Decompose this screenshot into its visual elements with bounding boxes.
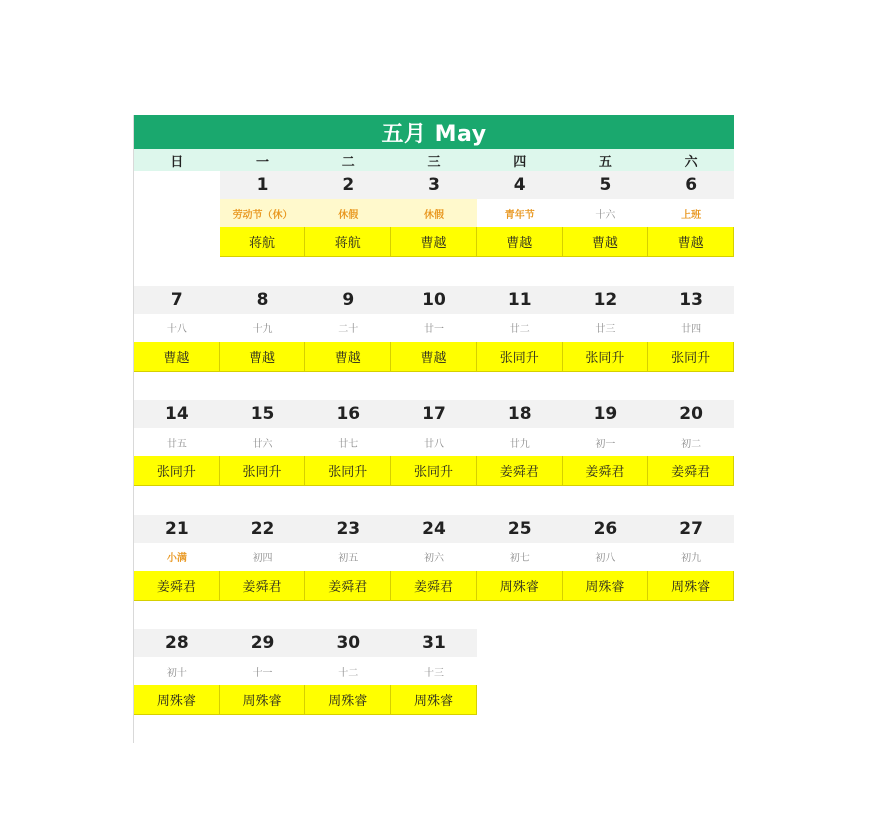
lunar-row: [134, 314, 734, 342]
weekday-header-row: [134, 149, 734, 171]
duty-person[interactable]: 蒋航: [220, 227, 306, 257]
duty-person[interactable]: 姜舜君: [477, 456, 563, 486]
day-number[interactable]: 30: [305, 629, 391, 657]
lunar-date[interactable]: 初十: [134, 657, 220, 685]
empty-cell: [563, 685, 649, 715]
duty-person[interactable]: 曹越: [477, 227, 563, 257]
day-number[interactable]: 24: [391, 515, 477, 543]
lunar-row: [134, 657, 734, 685]
calendar-week: [134, 400, 734, 515]
duty-person[interactable]: 周殊睿: [305, 685, 391, 715]
day-number[interactable]: 14: [134, 400, 220, 428]
lunar-date[interactable]: 初六: [391, 543, 477, 571]
lunar-date[interactable]: 劳动节（休）: [220, 199, 306, 227]
day-number[interactable]: 5: [563, 171, 649, 199]
weekday-label: 一: [256, 154, 270, 170]
calendar-week: [134, 515, 734, 630]
day-number[interactable]: 15: [220, 400, 306, 428]
lunar-date[interactable]: 初一: [563, 428, 649, 456]
lunar-date[interactable]: 十三: [391, 657, 477, 685]
day-number[interactable]: 28: [134, 629, 220, 657]
day-number[interactable]: 3: [391, 171, 477, 199]
empty-cell: [134, 171, 220, 199]
lunar-date[interactable]: 十九: [220, 314, 306, 342]
calendar-weeks: [134, 171, 734, 744]
lunar-date[interactable]: 初二: [648, 428, 734, 456]
lunar-date[interactable]: 廿五: [134, 428, 220, 456]
day-number[interactable]: 18: [477, 400, 563, 428]
duty-row: [134, 342, 734, 372]
day-number[interactable]: 2: [305, 171, 391, 199]
duty-row: [134, 456, 734, 486]
duty-person[interactable]: 曹越: [391, 227, 477, 257]
lunar-date[interactable]: 休假: [391, 199, 477, 227]
day-number[interactable]: 1: [220, 171, 306, 199]
day-number[interactable]: 13: [648, 286, 734, 314]
empty-cell: [134, 227, 220, 257]
calendar-title: 五月 May: [134, 115, 734, 149]
duty-person[interactable]: 张同升: [220, 456, 306, 486]
weekday-label: 四: [513, 154, 527, 170]
date-row: [134, 400, 734, 428]
lunar-row: [134, 199, 734, 227]
empty-cell: [563, 629, 649, 657]
empty-cell: [477, 685, 563, 715]
calendar-week: [134, 286, 734, 401]
day-number[interactable]: 10: [391, 286, 477, 314]
lunar-row: [134, 428, 734, 456]
weekday-label: 二: [341, 154, 355, 170]
day-number[interactable]: 25: [477, 515, 563, 543]
duty-person[interactable]: 姜舜君: [305, 571, 391, 601]
day-number[interactable]: 17: [391, 400, 477, 428]
weekday-label: 六: [684, 154, 698, 170]
lunar-date[interactable]: 十八: [134, 314, 220, 342]
weekday-label: 五: [598, 154, 612, 170]
duty-person[interactable]: 张同升: [391, 456, 477, 486]
duty-person[interactable]: 姜舜君: [563, 456, 649, 486]
duty-person[interactable]: 曹越: [563, 227, 649, 257]
lunar-date[interactable]: 廿八: [391, 428, 477, 456]
lunar-date[interactable]: 廿七: [305, 428, 391, 456]
duty-person[interactable]: 周殊睿: [648, 571, 734, 601]
duty-person[interactable]: 周殊睿: [134, 685, 220, 715]
empty-cell: [563, 657, 649, 685]
duty-person[interactable]: 张同升: [134, 456, 220, 486]
lunar-date[interactable]: 廿六: [220, 428, 306, 456]
day-number[interactable]: 21: [134, 515, 220, 543]
calendar-sheet: [134, 115, 734, 744]
lunar-date[interactable]: 十一: [220, 657, 306, 685]
lunar-date[interactable]: 十二: [305, 657, 391, 685]
lunar-date[interactable]: 初七: [477, 543, 563, 571]
duty-row: [134, 571, 734, 601]
date-row: [134, 171, 734, 199]
duty-person[interactable]: 周殊睿: [563, 571, 649, 601]
day-number[interactable]: 20: [648, 400, 734, 428]
empty-cell: [477, 629, 563, 657]
date-row: [134, 286, 734, 314]
day-number[interactable]: 8: [220, 286, 306, 314]
empty-cell: [134, 199, 220, 227]
duty-person[interactable]: 周殊睿: [477, 571, 563, 601]
duty-person[interactable]: 姜舜君: [134, 571, 220, 601]
weekday-label: 三: [427, 154, 441, 170]
empty-cell: [648, 629, 734, 657]
duty-row: [134, 227, 734, 257]
calendar-week: [134, 629, 734, 744]
day-number[interactable]: 31: [391, 629, 477, 657]
duty-person[interactable]: 曹越: [305, 342, 391, 372]
lunar-date[interactable]: 二十: [305, 314, 391, 342]
day-number[interactable]: 4: [477, 171, 563, 199]
lunar-date[interactable]: 廿四: [648, 314, 734, 342]
lunar-date[interactable]: 廿三: [563, 314, 649, 342]
duty-row: [134, 685, 734, 715]
day-number[interactable]: 7: [134, 286, 220, 314]
lunar-date[interactable]: 初四: [220, 543, 306, 571]
duty-person[interactable]: 曹越: [391, 342, 477, 372]
lunar-date[interactable]: 廿一: [391, 314, 477, 342]
duty-person[interactable]: 张同升: [648, 342, 734, 372]
lunar-date[interactable]: 廿二: [477, 314, 563, 342]
duty-person[interactable]: 姜舜君: [220, 571, 306, 601]
empty-cell: [477, 657, 563, 685]
duty-person[interactable]: 曹越: [134, 342, 220, 372]
day-number[interactable]: 12: [563, 286, 649, 314]
lunar-date[interactable]: 青年节: [477, 199, 563, 227]
date-row: [134, 515, 734, 543]
day-number[interactable]: 29: [220, 629, 306, 657]
duty-person[interactable]: 曹越: [220, 342, 306, 372]
lunar-date[interactable]: 十六: [563, 199, 649, 227]
day-number[interactable]: 11: [477, 286, 563, 314]
calendar-week: [134, 171, 734, 286]
duty-person[interactable]: 姜舜君: [648, 456, 734, 486]
day-number[interactable]: 23: [305, 515, 391, 543]
day-number[interactable]: 27: [648, 515, 734, 543]
duty-person[interactable]: 周殊睿: [391, 685, 477, 715]
weekday-label: 日: [170, 154, 184, 170]
day-number[interactable]: 19: [563, 400, 649, 428]
lunar-date[interactable]: 初八: [563, 543, 649, 571]
day-number[interactable]: 22: [220, 515, 306, 543]
empty-cell: [648, 685, 734, 715]
lunar-date[interactable]: 初九: [648, 543, 734, 571]
duty-person[interactable]: 张同升: [477, 342, 563, 372]
day-number[interactable]: 26: [563, 515, 649, 543]
duty-person[interactable]: 蒋航: [305, 227, 391, 257]
lunar-date[interactable]: 小满: [134, 543, 220, 571]
empty-cell: [648, 657, 734, 685]
lunar-date[interactable]: 廿九: [477, 428, 563, 456]
lunar-row: [134, 543, 734, 571]
duty-person[interactable]: 张同升: [563, 342, 649, 372]
lunar-date[interactable]: 上班: [648, 199, 734, 227]
lunar-date[interactable]: 初五: [305, 543, 391, 571]
day-number[interactable]: 9: [305, 286, 391, 314]
date-row: [134, 629, 734, 657]
day-number[interactable]: 16: [305, 400, 391, 428]
duty-person[interactable]: 姜舜君: [391, 571, 477, 601]
duty-person[interactable]: 张同升: [305, 456, 391, 486]
day-number[interactable]: 6: [648, 171, 734, 199]
lunar-date[interactable]: 休假: [305, 199, 391, 227]
duty-person[interactable]: 曹越: [648, 227, 734, 257]
duty-person[interactable]: 周殊睿: [220, 685, 306, 715]
